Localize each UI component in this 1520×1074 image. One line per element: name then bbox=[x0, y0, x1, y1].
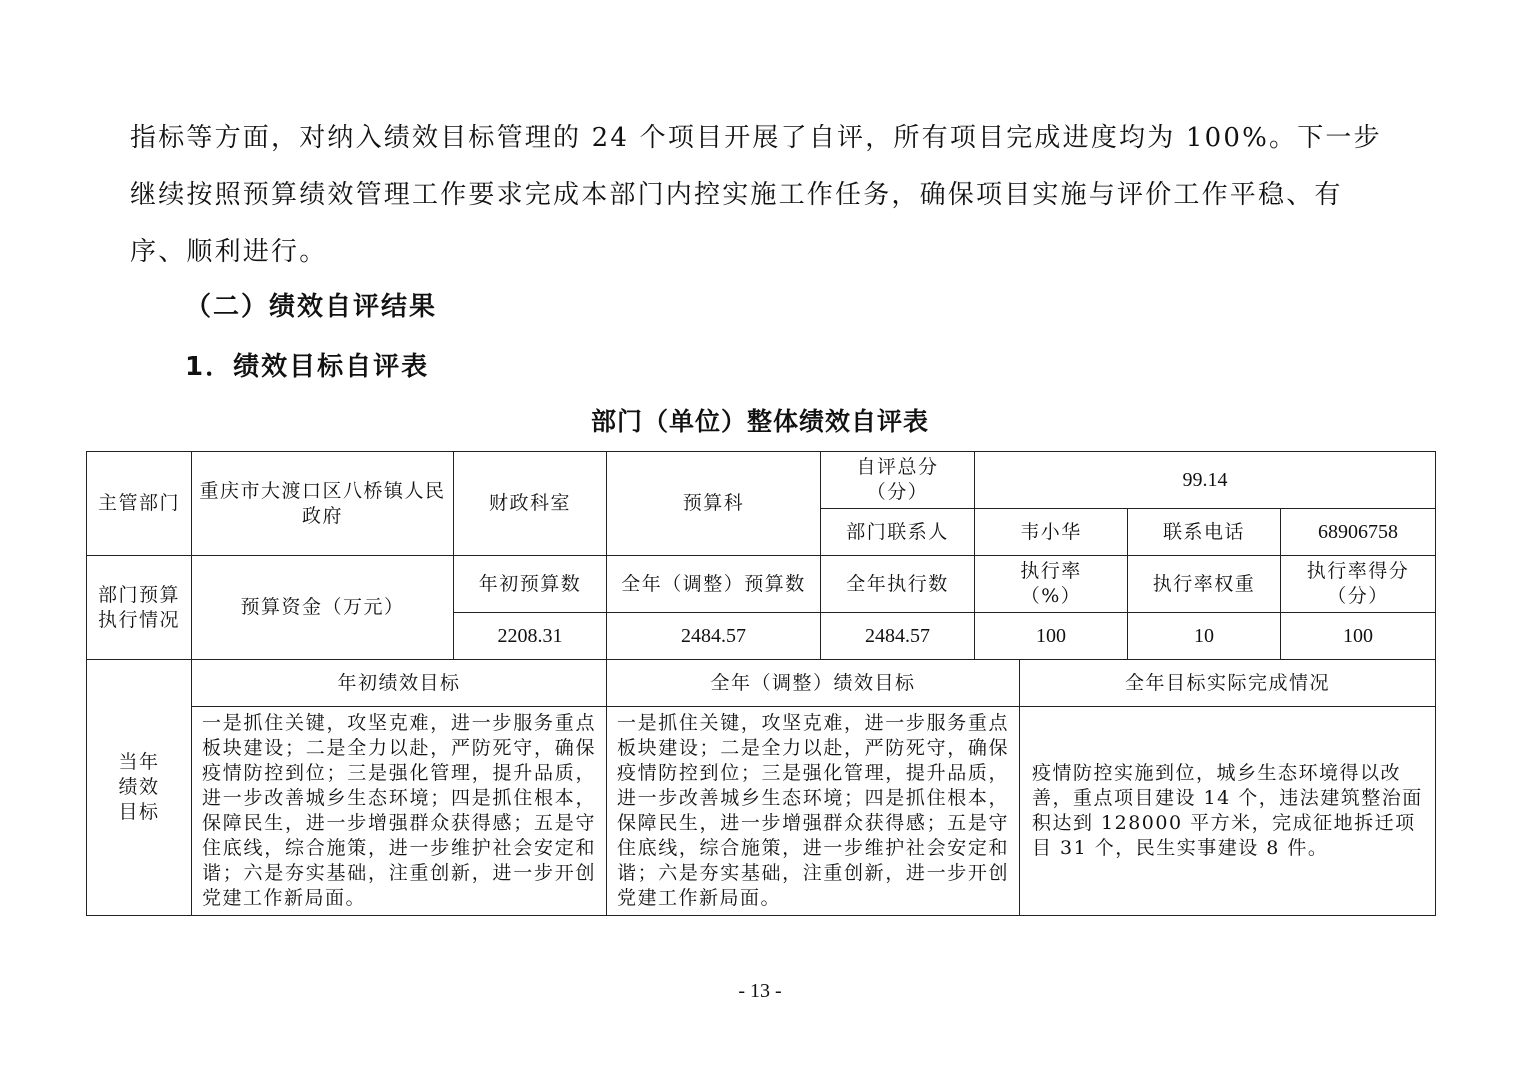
budget-header-cell: 年初预算数 bbox=[454, 556, 607, 613]
contact-label-cell: 部门联系人 bbox=[821, 509, 975, 556]
office-cell: 财政科室 bbox=[454, 452, 607, 556]
budget-value-cell: 100 bbox=[1281, 613, 1436, 660]
intro-line: 指标等方面，对纳入绩效目标管理的 24 个项目开展了自评，所有项目完成进度均为 100%。下一步 bbox=[130, 123, 1382, 153]
budget-header-cell: 全年执行数 bbox=[821, 556, 975, 613]
budget-value-cell: 2208.31 bbox=[454, 613, 607, 660]
sub-heading: 1．绩效目标自评表 bbox=[185, 352, 430, 382]
budget-header-cell: 执行率权重 bbox=[1128, 556, 1281, 613]
budget-value-cell: 10 bbox=[1128, 613, 1281, 660]
intro-line: 继续按照预算绩效管理工作要求完成本部门内控实施工作任务，确保项目实施与评价工作平稳、有 bbox=[130, 180, 1343, 210]
actual-result-cell: 疫情防控实施到位，城乡生态环境得以改善，重点项目建设 14 个，违法建筑整治面积达到 128000 平方米，完成征地拆迁项目 31 个，民生实事建设 8 件。 bbox=[1020, 707, 1436, 916]
goals-header-cell: 全年（调整）绩效目标 bbox=[607, 660, 1020, 707]
budget-value-cell: 2484.57 bbox=[607, 613, 821, 660]
budget-label-cell: 部门预算执行情况 bbox=[87, 556, 192, 660]
budget-header-cell: 执行率（%） bbox=[975, 556, 1128, 613]
initial-goal-cell: 一是抓住关键，攻坚克难，进一步服务重点板块建设；二是全力以赴，严防死守，确保疫情防控到位；三是强化管理，提升品质，进一步改善城乡生态环境；四是抓住根本，保障民生，进一步增强群众获得感；五是守住底线，综合施策，进一步维护社会安定和谐；六是夯实基础，注重创新，进一步开创党建工作新局面。 bbox=[192, 707, 607, 916]
intro-paragraph bbox=[130, 110, 1395, 281]
phone-label-cell: 联系电话 bbox=[1128, 509, 1281, 556]
intro-line: 序、顺利进行。 bbox=[130, 237, 328, 267]
section-heading: （二）绩效自评结果 bbox=[185, 292, 438, 322]
section-cell: 预算科 bbox=[607, 452, 821, 556]
dept-value-cell: 重庆市大渡口区八桥镇人民政府 bbox=[192, 452, 454, 556]
table-title: 部门（单位）整体绩效自评表 bbox=[590, 407, 929, 436]
score-label-cell: 自评总分（分） bbox=[821, 452, 975, 509]
budget-value-cell: 2484.57 bbox=[821, 613, 975, 660]
dept-label-cell: 主管部门 bbox=[87, 452, 192, 556]
goals-header-cell: 全年目标实际完成情况 bbox=[1020, 660, 1436, 707]
budget-header-cell: 全年（调整）预算数 bbox=[607, 556, 821, 613]
fund-label-cell: 预算资金（万元） bbox=[192, 556, 454, 660]
performance-evaluation-table bbox=[86, 451, 1436, 916]
page-number: - 13 - bbox=[738, 980, 782, 1002]
goals-label-cell: 当年绩效目标 bbox=[87, 660, 192, 916]
phone-value-cell: 68906758 bbox=[1281, 509, 1436, 556]
goals-header-cell: 年初绩效目标 bbox=[192, 660, 607, 707]
budget-value-cell: 100 bbox=[975, 613, 1128, 660]
adjusted-goal-cell: 一是抓住关键，攻坚克难，进一步服务重点板块建设；二是全力以赴，严防死守，确保疫情防控到位；三是强化管理，提升品质，进一步改善城乡生态环境；四是抓住根本，保障民生，进一步增强群众获得感；五是守住底线，综合施策，进一步维护社会安定和谐；六是夯实基础，注重创新，进一步开创党建工作新局面。 bbox=[607, 707, 1020, 916]
contact-name-cell: 韦小华 bbox=[975, 509, 1128, 556]
score-value-cell: 99.14 bbox=[975, 452, 1436, 509]
budget-header-cell: 执行率得分（分） bbox=[1281, 556, 1436, 613]
